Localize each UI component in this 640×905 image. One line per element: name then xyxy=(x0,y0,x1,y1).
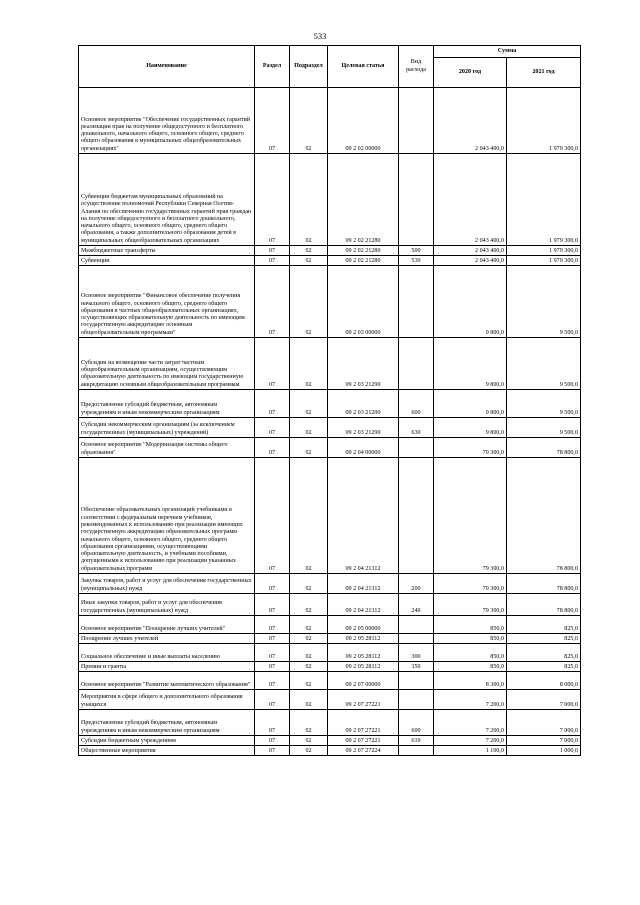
cell-s1: 9 800,0 xyxy=(434,390,507,418)
cell-cs: 09 2 05 28112 xyxy=(328,644,399,662)
cell-p: 02 xyxy=(290,246,328,256)
header-year-2020: 2020 год xyxy=(434,58,507,88)
page-number: 533 xyxy=(313,31,327,41)
cell-s1: 850,0 xyxy=(434,644,507,662)
cell-r: 07 xyxy=(255,574,290,594)
cell-cs: 09 2 05 00000 xyxy=(328,616,399,634)
cell-p: 02 xyxy=(290,594,328,616)
cell-s2: 1 979 300,0 xyxy=(507,256,581,266)
cell-s1: 79 300,0 xyxy=(434,594,507,616)
cell-name: Иные закупки товаров, работ и услуг для обеспечения государственных (муниципальных) нужд xyxy=(79,594,255,616)
cell-s1: 850,0 xyxy=(434,662,507,672)
cell-s1: 7 200,0 xyxy=(434,690,507,710)
table-row xyxy=(79,246,581,256)
cell-r: 07 xyxy=(255,616,290,634)
cell-s2: 9 500,0 xyxy=(507,338,581,390)
cell-p: 02 xyxy=(290,458,328,574)
cell-name: Субсидии бюджетным учреждениям xyxy=(79,736,255,746)
cell-p: 02 xyxy=(290,736,328,746)
cell-s2: 1 979 300,0 xyxy=(507,246,581,256)
cell-s1: 2 043 400,0 xyxy=(434,246,507,256)
cell-s2: 825,0 xyxy=(507,644,581,662)
cell-cs: 09 2 07 27224 xyxy=(328,746,399,756)
cell-p: 02 xyxy=(290,710,328,736)
table-row xyxy=(79,672,581,690)
header-expense-type: Вид расхода xyxy=(399,46,434,88)
table-row xyxy=(79,438,581,458)
cell-s2: 78 800,0 xyxy=(507,594,581,616)
cell-name: Субвенции бюджетам муниципальных образований на осуществление полномочий Республики Северная Осетия-Алания по обеспечению государственных гарантий прав граждан на получение общедоступного и бесплатного дошкольного, начального общего, основного общего, среднего общего образования, а также дополнительного образования детей в муниципальных общеобразовательных организациях xyxy=(79,154,255,246)
cell-cs: 09 2 02 21280 xyxy=(328,256,399,266)
cell-s1: 8 300,0 xyxy=(434,672,507,690)
cell-v xyxy=(399,458,434,574)
cell-s1: 2 043 400,0 xyxy=(434,256,507,266)
cell-v xyxy=(399,88,434,154)
cell-name: Обеспечение образовательных организаций учебниками в соответствии с федеральным перечнем учебников, рекомендованных к использованию при реализации имеющих государственную аккредитацию образовательных программ начального общего, основного общего, среднего общего образования организациями, осуществляющими образовательную деятельность, и учебными пособиями, допущенными к использованию при реализации указанных образовательных программ xyxy=(79,458,255,574)
header-year-2021: 2021 год xyxy=(507,58,581,88)
cell-r: 07 xyxy=(255,634,290,644)
cell-name: Закупка товаров, работ и услуг для обеспечения государственных (муниципальных) нужд xyxy=(79,574,255,594)
cell-r: 07 xyxy=(255,672,290,690)
table-row xyxy=(79,736,581,746)
cell-s1: 9 800,0 xyxy=(434,266,507,338)
cell-cs: 09 2 07 27221 xyxy=(328,690,399,710)
cell-v: 600 xyxy=(399,710,434,736)
cell-cs: 09 2 04 21312 xyxy=(328,458,399,574)
cell-p: 02 xyxy=(290,644,328,662)
cell-r: 07 xyxy=(255,438,290,458)
cell-cs: 09 2 02 21280 xyxy=(328,154,399,246)
cell-v xyxy=(399,634,434,644)
cell-v xyxy=(399,338,434,390)
cell-cs: 09 2 03 21290 xyxy=(328,338,399,390)
header-name: Наименование xyxy=(79,46,255,88)
cell-r: 07 xyxy=(255,154,290,246)
cell-v: 200 xyxy=(399,574,434,594)
header-razdel: Раздел xyxy=(255,46,290,88)
cell-p: 02 xyxy=(290,634,328,644)
cell-v xyxy=(399,690,434,710)
header-podrazdel: Подраздел xyxy=(290,46,328,88)
cell-s2: 78 800,0 xyxy=(507,458,581,574)
cell-s2: 825,0 xyxy=(507,634,581,644)
table-row xyxy=(79,644,581,662)
cell-p: 02 xyxy=(290,690,328,710)
header-sum: Сумма xyxy=(434,46,581,58)
cell-p: 02 xyxy=(290,616,328,634)
cell-r: 07 xyxy=(255,746,290,756)
cell-r: 07 xyxy=(255,418,290,438)
cell-p: 02 xyxy=(290,418,328,438)
cell-name: Основное мероприятие "Финансовое обеспечение получения начального общего, основного общего, среднего общего образования в частных общеобразовательных организациях, осуществляющих образовательную деятельность по имеющим государственную аккредитацию основным общеобразовательным программам" xyxy=(79,266,255,338)
cell-cs: 09 2 05 28112 xyxy=(328,634,399,644)
cell-v xyxy=(399,616,434,634)
cell-cs: 09 2 04 21312 xyxy=(328,594,399,616)
cell-s1: 79 300,0 xyxy=(434,458,507,574)
cell-name: Мероприятия в сфере общего и дополнительного образования учащихся xyxy=(79,690,255,710)
cell-s1: 850,0 xyxy=(434,616,507,634)
cell-r: 07 xyxy=(255,88,290,154)
table-row xyxy=(79,710,581,736)
cell-name: Премии и гранты xyxy=(79,662,255,672)
cell-r: 07 xyxy=(255,458,290,574)
cell-p: 02 xyxy=(290,438,328,458)
cell-name: Общественные мероприятия xyxy=(79,746,255,756)
cell-cs: 09 2 04 21312 xyxy=(328,574,399,594)
cell-s2: 7 000,0 xyxy=(507,710,581,736)
cell-cs: 09 2 04 00000 xyxy=(328,438,399,458)
cell-v: 610 xyxy=(399,736,434,746)
cell-s2: 9 500,0 xyxy=(507,418,581,438)
table-row xyxy=(79,154,581,246)
cell-s1: 1 100,0 xyxy=(434,746,507,756)
cell-s2: 825,0 xyxy=(507,662,581,672)
cell-cs: 09 2 02 21280 xyxy=(328,246,399,256)
cell-s2: 1 979 300,0 xyxy=(507,154,581,246)
cell-s1: 9 800,0 xyxy=(434,338,507,390)
table-row xyxy=(79,594,581,616)
table-row xyxy=(79,266,581,338)
cell-cs: 09 2 07 00000 xyxy=(328,672,399,690)
cell-v xyxy=(399,438,434,458)
cell-s1: 2 043 400,0 xyxy=(434,88,507,154)
cell-r: 07 xyxy=(255,594,290,616)
cell-p: 02 xyxy=(290,338,328,390)
cell-s1: 2 043 400,0 xyxy=(434,154,507,246)
cell-name: Основное мероприятие "Поощрение лучших учителей" xyxy=(79,616,255,634)
table-row xyxy=(79,634,581,644)
cell-r: 07 xyxy=(255,662,290,672)
cell-s2: 78 800,0 xyxy=(507,438,581,458)
table-row xyxy=(79,418,581,438)
cell-cs: 09 2 03 21290 xyxy=(328,418,399,438)
cell-s2: 825,0 xyxy=(507,616,581,634)
cell-s1: 9 800,0 xyxy=(434,418,507,438)
cell-cs: 09 2 07 27221 xyxy=(328,710,399,736)
cell-v xyxy=(399,672,434,690)
cell-v: 240 xyxy=(399,594,434,616)
cell-r: 07 xyxy=(255,644,290,662)
cell-p: 02 xyxy=(290,256,328,266)
cell-p: 02 xyxy=(290,746,328,756)
cell-cs: 09 2 03 21290 xyxy=(328,390,399,418)
cell-s1: 850,0 xyxy=(434,634,507,644)
cell-r: 07 xyxy=(255,256,290,266)
table-row xyxy=(79,574,581,594)
cell-r: 07 xyxy=(255,710,290,736)
cell-s1: 79 300,0 xyxy=(434,574,507,594)
cell-v: 350 xyxy=(399,662,434,672)
cell-s2: 8 000,0 xyxy=(507,672,581,690)
cell-v: 630 xyxy=(399,418,434,438)
cell-name: Предоставление субсидий бюджетным, автономным учреждениям и иным некоммерческим организациям xyxy=(79,390,255,418)
cell-v: 500 xyxy=(399,246,434,256)
cell-cs: 09 2 05 28112 xyxy=(328,662,399,672)
cell-cs: 09 2 07 27221 xyxy=(328,736,399,746)
cell-s2: 9 500,0 xyxy=(507,266,581,338)
cell-name: Основное мероприятие "Модернизация системы общего образования" xyxy=(79,438,255,458)
cell-name: Поощрение лучших учителей xyxy=(79,634,255,644)
cell-p: 02 xyxy=(290,672,328,690)
cell-s1: 7 200,0 xyxy=(434,710,507,736)
cell-s2: 78 800,0 xyxy=(507,574,581,594)
cell-v xyxy=(399,266,434,338)
table-row xyxy=(79,390,581,418)
cell-name: Субвенции xyxy=(79,256,255,266)
cell-v: 530 xyxy=(399,256,434,266)
cell-name: Межбюджетные трансферты xyxy=(79,246,255,256)
cell-p: 02 xyxy=(290,88,328,154)
table-row xyxy=(79,690,581,710)
cell-s2: 7 000,0 xyxy=(507,690,581,710)
cell-s2: 1 979 300,0 xyxy=(507,88,581,154)
table-row xyxy=(79,458,581,574)
table-row xyxy=(79,88,581,154)
cell-p: 02 xyxy=(290,266,328,338)
cell-s2: 9 500,0 xyxy=(507,390,581,418)
cell-p: 02 xyxy=(290,154,328,246)
cell-s2: 7 000,0 xyxy=(507,736,581,746)
cell-name: Социальное обеспечение и иные выплаты населению xyxy=(79,644,255,662)
cell-name: Субсидии некоммерческим организациям (за исключением государственных (муниципальных) учреждений) xyxy=(79,418,255,438)
cell-r: 07 xyxy=(255,338,290,390)
cell-name: Основное мероприятие "Обеспечение государственных гарантий реализации прав на получение общедоступного и бесплатного дошкольного, начального общего, основного общего, среднего общего образования в муниципальных общеобразовательных организациях" xyxy=(79,88,255,154)
cell-cs: 09 2 02 00000 xyxy=(328,88,399,154)
cell-r: 07 xyxy=(255,246,290,256)
cell-name: Основное мероприятие "Развитие математического образования" xyxy=(79,672,255,690)
budget-table xyxy=(78,45,581,756)
cell-v xyxy=(399,746,434,756)
cell-r: 07 xyxy=(255,736,290,746)
cell-name: Субсидии на возмещение части затрат частным общеобразовательным организациям, осуществляющим образовательную деятельность по имеющим государственную аккредитацию основным общеобразовательным программам xyxy=(79,338,255,390)
cell-s1: 7 200,0 xyxy=(434,736,507,746)
header-target-article: Целевая статья xyxy=(328,46,399,88)
cell-s2: 1 000,0 xyxy=(507,746,581,756)
cell-v xyxy=(399,154,434,246)
cell-cs: 09 2 03 00000 xyxy=(328,266,399,338)
cell-s1: 79 300,0 xyxy=(434,438,507,458)
cell-p: 02 xyxy=(290,662,328,672)
cell-r: 07 xyxy=(255,266,290,338)
table-row xyxy=(79,616,581,634)
cell-r: 07 xyxy=(255,390,290,418)
cell-r: 07 xyxy=(255,690,290,710)
cell-p: 02 xyxy=(290,390,328,418)
cell-v: 300 xyxy=(399,644,434,662)
cell-v: 600 xyxy=(399,390,434,418)
table-row xyxy=(79,662,581,672)
cell-p: 02 xyxy=(290,574,328,594)
table-row xyxy=(79,746,581,756)
table-row xyxy=(79,256,581,266)
cell-name: Предоставление субсидий бюджетным, автономным учреждениям и иным некоммерческим организациям xyxy=(79,710,255,736)
table-row xyxy=(79,338,581,390)
